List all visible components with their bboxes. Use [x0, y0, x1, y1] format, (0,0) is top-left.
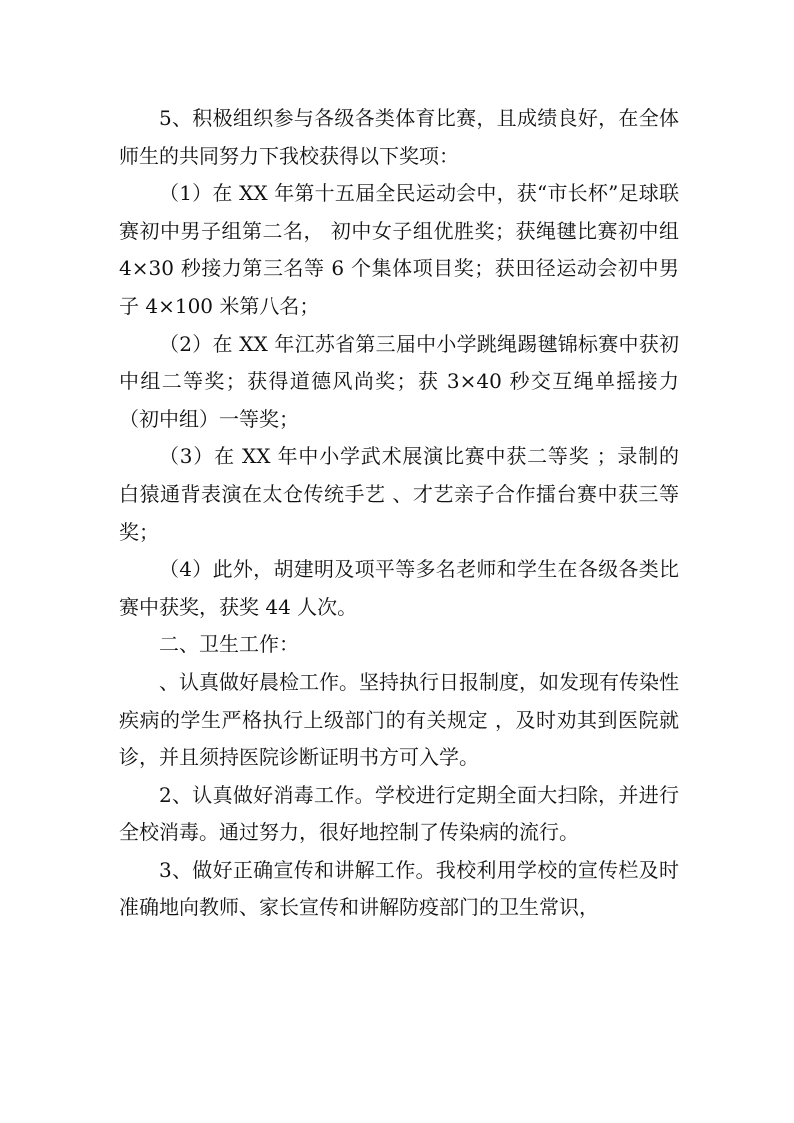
- paragraph-publicity: 3、做好正确宣传和讲解工作。我校利用学校的宣传栏及时准确地向教师、家长宣传和讲解防疫部门的卫生常识，: [119, 857, 679, 920]
- paragraph-award-4: （4）此外，胡建明及项平等多名老师和学生在各级各类比赛中获奖，获奖 44 人次。: [119, 557, 679, 619]
- paragraph-award-1: （1）在 XX 年第十五届全民运动会中，获“市长杯”足球联赛初中男子组第二名， 初中女子组优胜奖；获绳毽比赛初中组 4×30 秒接力第三名等 6 个集体项目奖；获田径运动会初中男子 4×100 米第八名；: [119, 181, 679, 318]
- document-body: [119, 100, 679, 927]
- paragraph-disinfection: 2、认真做好消毒工作。学校进行定期全面大扫除，并进行全校消毒。通过努力，很好地控制了传染病的流行。: [119, 782, 679, 845]
- paragraph-morning-check: 、认真做好晨检工作。坚持执行日报制度，如发现有传染性疾病的学生严格执行上级部门的有关规定 ，及时劝其到医院就诊，并且须持医院诊断证明书方可入学。: [119, 669, 679, 770]
- paragraph-award-3: （3）在 XX 年中小学武术展演比赛中获二等奖 ；录制的白猿通背表演在太仓传统手艺 、才艺亲子合作擂台赛中获三等奖；: [119, 444, 679, 544]
- paragraph-award-2: （2）在 XX 年江苏省第三届中小学跳绳踢毽锦标赛中获初中组二等奖；获得道德风尚奖；获 3×40 秒交互绳单摇接力（初中组）一等奖；: [119, 331, 679, 431]
- paragraph-sports-participation: 5、积极组织参与各级各类体育比赛，且成绩良好，在全体师生的共同努力下我校获得以下奖项：: [119, 106, 679, 168]
- section-heading-hygiene: 二、卫生工作：: [159, 632, 299, 657]
